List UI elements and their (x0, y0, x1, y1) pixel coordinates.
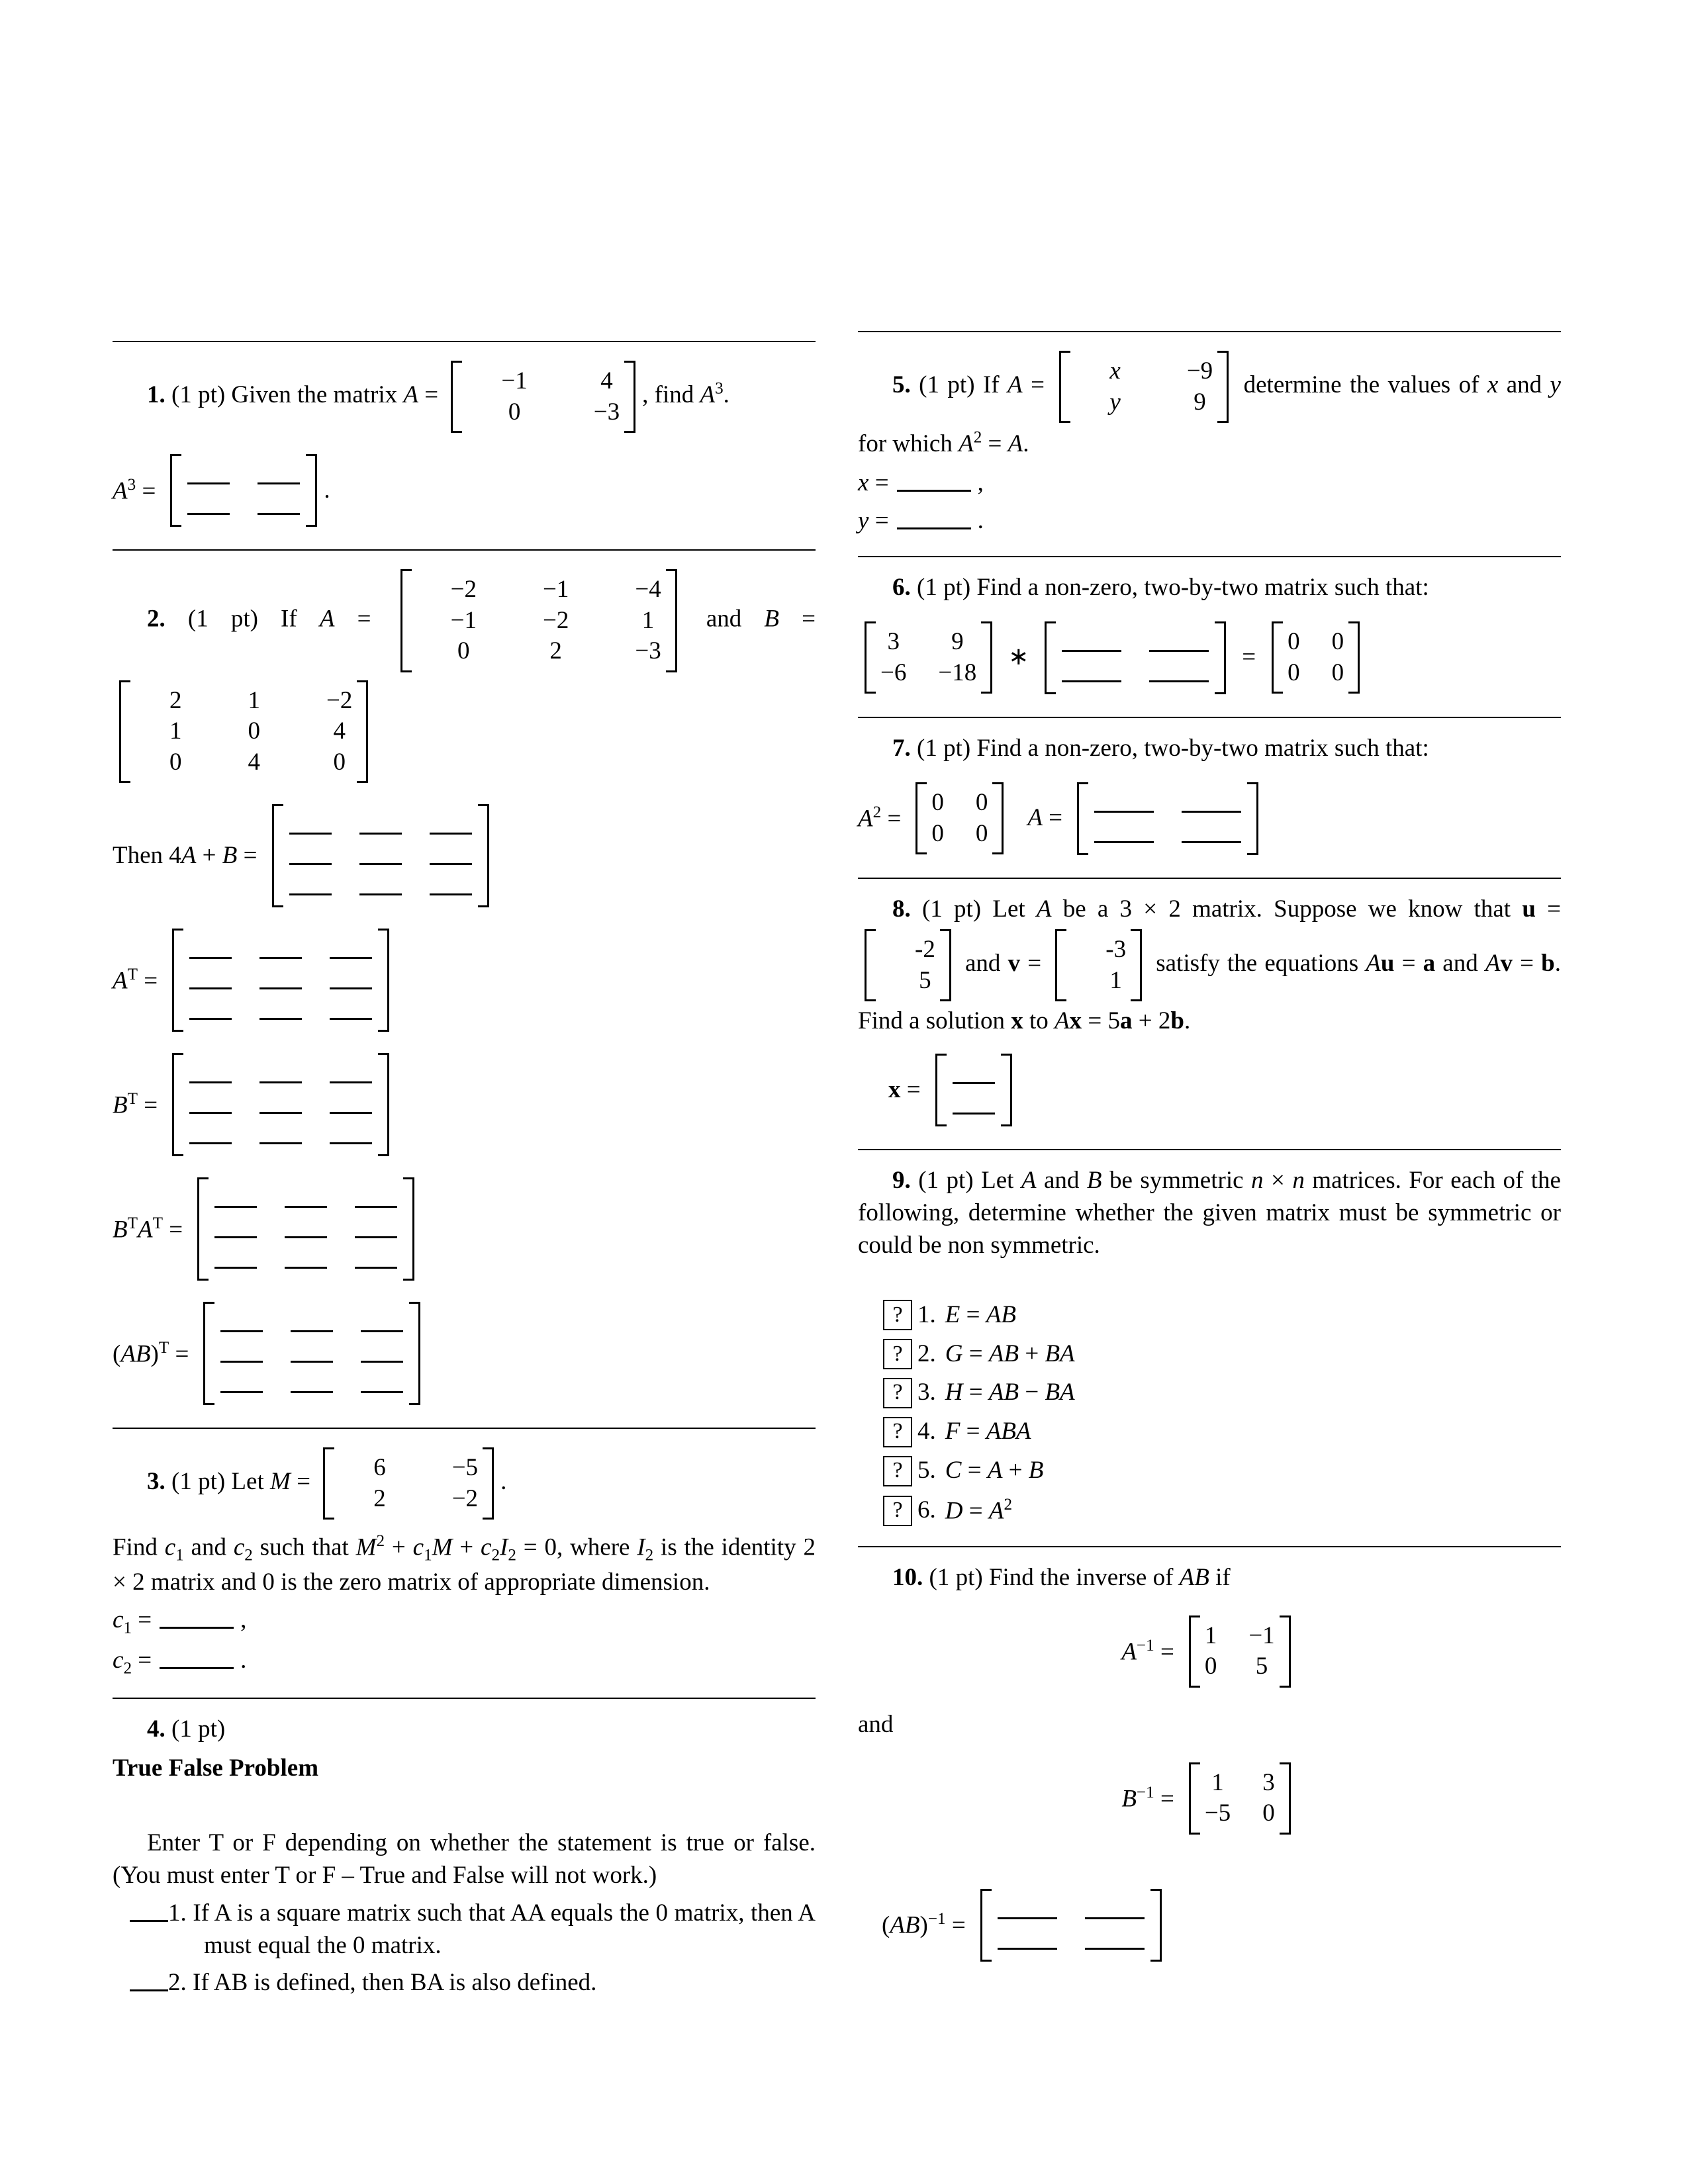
answer-blank[interactable] (430, 877, 472, 895)
answer-label-bt-at: $B^TA^T$ = (113, 1214, 183, 1244)
answer-blank[interactable] (330, 971, 372, 989)
answer-label-ab-inverse: (AB)$^{-1}$ = (882, 1910, 966, 1939)
answer-line-y (858, 505, 1561, 537)
answer-select-2[interactable]: ? (883, 1339, 912, 1369)
matrix-cell: 0 (1262, 1799, 1275, 1827)
answer-blank[interactable] (285, 1250, 327, 1269)
problem-5-tail: determine the values of x and y for which $A^2 = A$. (858, 371, 1561, 458)
answer-blank[interactable] (998, 1931, 1057, 1950)
matrix-cell: 3 (887, 628, 900, 656)
problem-1-period: . (324, 476, 330, 504)
symmetry-item-1 (883, 1299, 1561, 1332)
matrix-cell: 3 (1262, 1768, 1275, 1796)
problem-5 (858, 331, 1561, 537)
answer-blank[interactable] (259, 1001, 302, 1020)
matrix-cell: 5 (919, 966, 931, 994)
answer-blank[interactable] (291, 1344, 333, 1363)
matrix-cell: y (1109, 388, 1121, 416)
answer-line-c1 (113, 1604, 816, 1639)
matrix-cell: 1 (641, 606, 655, 634)
matrix-cell: −2 (451, 1484, 479, 1512)
matrix-cell: 0 (931, 789, 944, 817)
problem-6 (858, 556, 1561, 698)
label-a-inverse: $A^{-1}$ = (1121, 1636, 1174, 1666)
problem-2-lead: 2. (1 pt) If A = (147, 605, 371, 633)
answer-label-y: y = (858, 507, 889, 535)
answer-matrix-p6[interactable] (1045, 621, 1226, 694)
matrix-cell: 1 (1204, 1621, 1217, 1649)
problem-8 (858, 878, 1561, 1131)
answer-blank[interactable] (214, 1250, 257, 1269)
answer-blank[interactable] (359, 816, 402, 835)
matrix-cell: −5 (1204, 1799, 1231, 1827)
matrix-b-inverse (1189, 1762, 1291, 1835)
problem-1-lead: 1. (1 pt) Given the matrix A = (147, 381, 439, 409)
answer-blank[interactable] (289, 877, 332, 895)
symmetry-item-4 (883, 1416, 1561, 1448)
matrix-cell: 9 (951, 628, 964, 656)
answer-blank[interactable] (189, 1126, 232, 1144)
zero-matrix (1272, 621, 1360, 694)
answer-blank[interactable] (1182, 794, 1241, 813)
matrix-cell: −3 (593, 398, 620, 426)
problem-2-mid: and B = (706, 605, 816, 633)
answer-blank[interactable] (291, 1314, 333, 1332)
problem-9-statement: 9. (1 pt) Let A and B be symmetric n × n matrices. For each of the following, determine whether the given matrix must be symmetric or could be non symmetric. (858, 1167, 1561, 1259)
matrix-cell: −5 (451, 1454, 479, 1482)
answer-row-a-transpose (113, 925, 816, 1036)
answer-matrix-ab-transpose[interactable] (203, 1302, 420, 1405)
answer-y-period: . (977, 507, 984, 535)
matrix-cell: 0 (931, 819, 944, 847)
problem-8-lead: 8. (1 pt) Let A be a 3 × 2 matrix. Suppose we know that (892, 895, 1511, 923)
label-a-squared: $A^2$ = (858, 803, 902, 833)
matrix-cell: −4 (635, 576, 661, 604)
answer-matrix-ab-inverse[interactable] (980, 1889, 1162, 1962)
matrix-cell: x (1109, 357, 1121, 385)
problem-1-tail: , find $A^3$. (642, 379, 729, 409)
matrix-cell: 0 (333, 748, 346, 776)
a-inverse-row (858, 1612, 1561, 1692)
matrix-b (119, 680, 368, 784)
answer-blank[interactable] (953, 1066, 995, 1084)
problem-2-statement (113, 565, 816, 787)
problem-7-equation (858, 778, 1561, 859)
answer-blank[interactable] (259, 1065, 302, 1083)
answer-row-x-vector (888, 1050, 1561, 1130)
answer-blank[interactable] (1149, 633, 1209, 652)
answer-blank[interactable] (998, 1901, 1057, 1919)
item-5-equation: C = A + B (945, 1457, 1044, 1484)
matrix-m (323, 1447, 494, 1520)
item-1-number: 1. (917, 1300, 936, 1328)
problem-1 (113, 341, 816, 531)
answer-blank-x[interactable] (897, 475, 971, 492)
problem-4 (113, 1698, 816, 1999)
matrix-cell: 4 (333, 717, 346, 745)
matrix-cell: 0 (508, 398, 521, 426)
matrix-cell: 0 (975, 819, 988, 847)
answer-blank[interactable] (187, 496, 230, 515)
answer-blank[interactable] (189, 940, 232, 959)
answer-blank[interactable] (361, 1344, 403, 1363)
problem-8-mid: and v = (964, 950, 1042, 978)
problem-6-equation (858, 617, 1561, 698)
problem-10-lead: 10. (1 pt) Find the inverse of AB if (892, 1564, 1231, 1592)
matrix-cell: 1 (248, 686, 260, 714)
answer-blank-tf2[interactable] (130, 1977, 168, 1991)
answer-matrix-b-transpose[interactable] (172, 1053, 389, 1156)
answer-label-a-transpose: $A^T$ = (113, 965, 158, 995)
answer-blank[interactable] (953, 1096, 995, 1115)
answer-c2-period: . (240, 1646, 247, 1674)
answer-label-4a-plus-b: Then 4A + B = (113, 841, 258, 869)
tf1-text: If A is a square matrix such that AA equals the 0 matrix, then A must equal the 0 matrix. (193, 1899, 816, 1959)
answer-blank[interactable] (289, 846, 332, 865)
answer-matrix-a-transpose[interactable] (172, 929, 389, 1032)
item-2-equation: G = AB + BA (945, 1340, 1075, 1367)
answer-blank[interactable] (330, 1095, 372, 1114)
answer-blank-y[interactable] (897, 512, 971, 529)
item-4-equation: F = ABA (945, 1418, 1031, 1445)
answer-label-c1: $c_1$ = (113, 1606, 152, 1637)
answer-blank[interactable] (355, 1220, 397, 1238)
problem-3 (113, 1428, 816, 1679)
answer-blank-c2[interactable] (160, 1652, 234, 1669)
problem-5-lead: 5. (1 pt) If A = (892, 371, 1045, 399)
matrix-cell: −18 (938, 659, 977, 686)
answer-select-1[interactable]: ? (883, 1300, 912, 1330)
b-inverse-row (858, 1758, 1561, 1839)
answer-blank-tf1[interactable] (130, 1907, 168, 1922)
problem-3-lead: 3. (1 pt) Let M = (147, 1468, 310, 1496)
answer-label-ab-transpose: (AB)$^T$ = (113, 1338, 189, 1368)
item-3-equation: H = AB − BA (945, 1379, 1075, 1406)
item-2-number: 2. (917, 1340, 936, 1367)
problem-9 (858, 1149, 1561, 1527)
problem-2 (113, 549, 816, 1409)
answer-select-4[interactable]: ? (883, 1417, 912, 1447)
answer-blank[interactable] (189, 1095, 232, 1114)
symmetry-item-5 (883, 1455, 1561, 1487)
answer-matrix-a-cubed[interactable] (170, 454, 317, 527)
label-u: u = (1522, 895, 1561, 923)
answer-line-x (858, 467, 1561, 500)
answer-label-b-transpose: $B^T$ = (113, 1089, 158, 1119)
problem-1-statement (113, 357, 816, 437)
tf1-number: 1. (168, 1899, 187, 1927)
matrix-left (865, 621, 992, 694)
answer-blank[interactable] (291, 1375, 333, 1393)
matrix-cell: −1 (1248, 1621, 1275, 1649)
answer-matrix-bt-at[interactable] (197, 1177, 414, 1281)
matrix-a (1059, 351, 1229, 423)
answer-blank[interactable] (1094, 825, 1154, 843)
answer-blank[interactable] (259, 971, 302, 989)
answer-blank[interactable] (258, 466, 300, 484)
matrix-cell: 0 (248, 717, 260, 745)
answer-blank[interactable] (258, 496, 300, 515)
answer-blank[interactable] (359, 846, 402, 865)
problem-3-period: . (500, 1468, 507, 1496)
matrix-cell: 1 (169, 717, 182, 745)
matrix-cell: 5 (1255, 1653, 1268, 1680)
matrix-cell: −1 (501, 367, 528, 394)
matrix-cell: 0 (457, 637, 470, 665)
problem-7 (858, 717, 1561, 859)
problem-7-lead: 7. (1 pt) Find a non-zero, two-by-two matrix such that: (892, 734, 1429, 762)
answer-label-x: x = (858, 469, 889, 497)
answer-blank[interactable] (330, 940, 372, 959)
vector-u (865, 929, 951, 1001)
matrix-cell: −1 (450, 606, 477, 634)
answer-blank[interactable] (359, 877, 402, 895)
answer-blank[interactable] (259, 1095, 302, 1114)
symmetry-item-3 (883, 1377, 1561, 1409)
matrix-a (451, 361, 635, 433)
answer-matrix-4a-plus-b[interactable] (272, 804, 489, 907)
answer-blank[interactable] (355, 1250, 397, 1269)
answer-row-4a-plus-b (113, 800, 816, 911)
answer-blank[interactable] (361, 1375, 403, 1393)
answer-x-comma: , (977, 469, 984, 497)
matrix-cell: −3 (635, 637, 661, 665)
answer-blank[interactable] (220, 1344, 263, 1363)
matrix-cell: −9 (1186, 357, 1213, 385)
matrix-cell: 9 (1194, 388, 1206, 416)
answer-blank[interactable] (289, 816, 332, 835)
answer-blank[interactable] (1085, 1901, 1145, 1919)
problem-5-statement (858, 347, 1561, 461)
answer-matrix-p7[interactable] (1077, 782, 1258, 855)
answer-c1-comma: , (240, 1606, 247, 1634)
matrix-cell: −2 (450, 576, 477, 604)
answer-label-x-vector: x = (888, 1075, 921, 1103)
answer-select-5[interactable]: ? (883, 1456, 912, 1486)
matrix-cell: 0 (1331, 628, 1344, 656)
answer-row-ab-inverse (882, 1885, 1561, 1966)
problem-10 (858, 1546, 1561, 1966)
answer-blank[interactable] (285, 1189, 327, 1208)
matrix-cell: 0 (1288, 659, 1300, 686)
matrix-cell: 2 (373, 1484, 386, 1512)
answer-vector-x[interactable] (935, 1054, 1012, 1126)
matrix-cell: −1 (542, 576, 569, 604)
matrix-cell: 0 (1204, 1653, 1217, 1680)
matrix-a (400, 569, 677, 672)
label-b-inverse: $B^{-1}$ = (1121, 1783, 1174, 1813)
answer-blank[interactable] (1062, 633, 1121, 652)
answer-blank[interactable] (355, 1189, 397, 1208)
tf2-text: If AB is defined, then BA is also defined. (193, 1969, 597, 1997)
answer-blank[interactable] (430, 816, 472, 835)
answer-blank[interactable] (1085, 1931, 1145, 1950)
matrix-cell: 0 (1288, 628, 1300, 656)
matrix-cell: -2 (915, 936, 935, 964)
matrix-cell: 1 (1211, 1768, 1224, 1796)
matrix-cell: 2 (549, 637, 562, 665)
answer-blank[interactable] (214, 1189, 257, 1208)
answer-blank[interactable] (1094, 794, 1154, 813)
answer-blank[interactable] (214, 1220, 257, 1238)
answer-blank[interactable] (361, 1314, 403, 1332)
multiply-operator: ∗ (1008, 643, 1029, 671)
vector-v (1055, 929, 1142, 1001)
problem-1-answer-row (113, 450, 816, 531)
left-column (113, 341, 816, 1999)
item-1-equation: E = AB (945, 1300, 1016, 1328)
answer-blank[interactable] (330, 1126, 372, 1144)
problem-3-statement (113, 1443, 816, 1524)
answer-blank[interactable] (189, 971, 232, 989)
answer-blank[interactable] (285, 1220, 327, 1238)
equals-sign: = (1242, 643, 1256, 671)
answer-blank[interactable] (187, 466, 230, 484)
answer-blank[interactable] (189, 1001, 232, 1020)
answer-blank[interactable] (189, 1065, 232, 1083)
answer-blank[interactable] (259, 1126, 302, 1144)
matrix-cell: 4 (248, 748, 260, 776)
matrix-cell: 2 (169, 686, 182, 714)
tf2-number: 2. (168, 1969, 187, 1997)
symmetry-item-list (858, 1299, 1561, 1527)
item-4-number: 4. (917, 1418, 936, 1445)
problem-8-statement (858, 893, 1561, 1038)
symmetry-item-2 (883, 1338, 1561, 1371)
answer-row-bt-at (113, 1173, 816, 1285)
matrix-cell: 0 (975, 789, 988, 817)
label-a: A = (1027, 804, 1063, 832)
answer-select-3[interactable]: ? (883, 1378, 912, 1408)
matrix-cell: 0 (1331, 659, 1344, 686)
answer-blank[interactable] (430, 846, 472, 865)
matrix-cell: 1 (1109, 966, 1122, 994)
answer-label-a-cubed: $A^3$ = (113, 475, 156, 504)
item-6-equation: $D = A^2$ (945, 1495, 1013, 1525)
answer-row-b-transpose (113, 1049, 816, 1160)
answer-blank[interactable] (1182, 825, 1241, 843)
true-false-item-1 (130, 1897, 816, 1962)
answer-blank[interactable] (1062, 664, 1121, 682)
answer-blank[interactable] (330, 1001, 372, 1020)
matrix-cell: 6 (373, 1454, 386, 1482)
matrix-cell: −2 (326, 686, 353, 714)
item-6-number: 6. (917, 1496, 936, 1524)
problem-4-instructions: Enter T or F depending on whether the statement is true or false. (You must enter T or F – True and False will not work.) (113, 1829, 816, 1889)
matrix-a-inverse (1189, 1615, 1291, 1688)
answer-blank[interactable] (259, 940, 302, 959)
answer-blank-c1[interactable] (160, 1612, 234, 1629)
item-3-number: 3. (917, 1379, 936, 1406)
matrix-cell: 4 (600, 367, 613, 394)
matrix-cell: −2 (542, 606, 569, 634)
problem-8-tail: satisfy the equations Au = a and Av = b. Find a solution x to Ax = 5a + 2b. (858, 950, 1561, 1035)
problem-4-subtitle: True False Problem (113, 1754, 319, 1782)
answer-blank[interactable] (330, 1065, 372, 1083)
zero-matrix (915, 782, 1004, 854)
answer-select-6[interactable]: ? (883, 1496, 912, 1526)
matrix-cell: 0 (169, 748, 182, 776)
answer-blank[interactable] (220, 1314, 263, 1332)
answer-blank[interactable] (220, 1375, 263, 1393)
matrix-cell: −6 (880, 659, 907, 686)
right-column (858, 331, 1561, 1979)
problem-3-body: Find $c_1$ and $c_2$ such that $M^2 + c_1M + c_2I_2 = 0$, where $I_2$ is the identity 2 × 2 matrix and 0 is the zero matrix of appropriate dimension. (113, 1532, 816, 1596)
answer-label-c2: $c_2$ = (113, 1646, 152, 1678)
answer-line-c2 (113, 1645, 816, 1680)
problem-4-lead: 4. (1 pt) (147, 1715, 226, 1743)
true-false-item-2 (130, 1967, 816, 1999)
and-text: and (858, 1711, 894, 1739)
problem-6-lead: 6. (1 pt) Find a non-zero, two-by-two matrix such that: (892, 573, 1429, 601)
matrix-cell: -3 (1105, 936, 1127, 964)
item-5-number: 5. (917, 1457, 936, 1484)
answer-blank[interactable] (1149, 664, 1209, 682)
symmetry-item-6 (883, 1494, 1561, 1527)
answer-row-ab-transpose (113, 1298, 816, 1409)
